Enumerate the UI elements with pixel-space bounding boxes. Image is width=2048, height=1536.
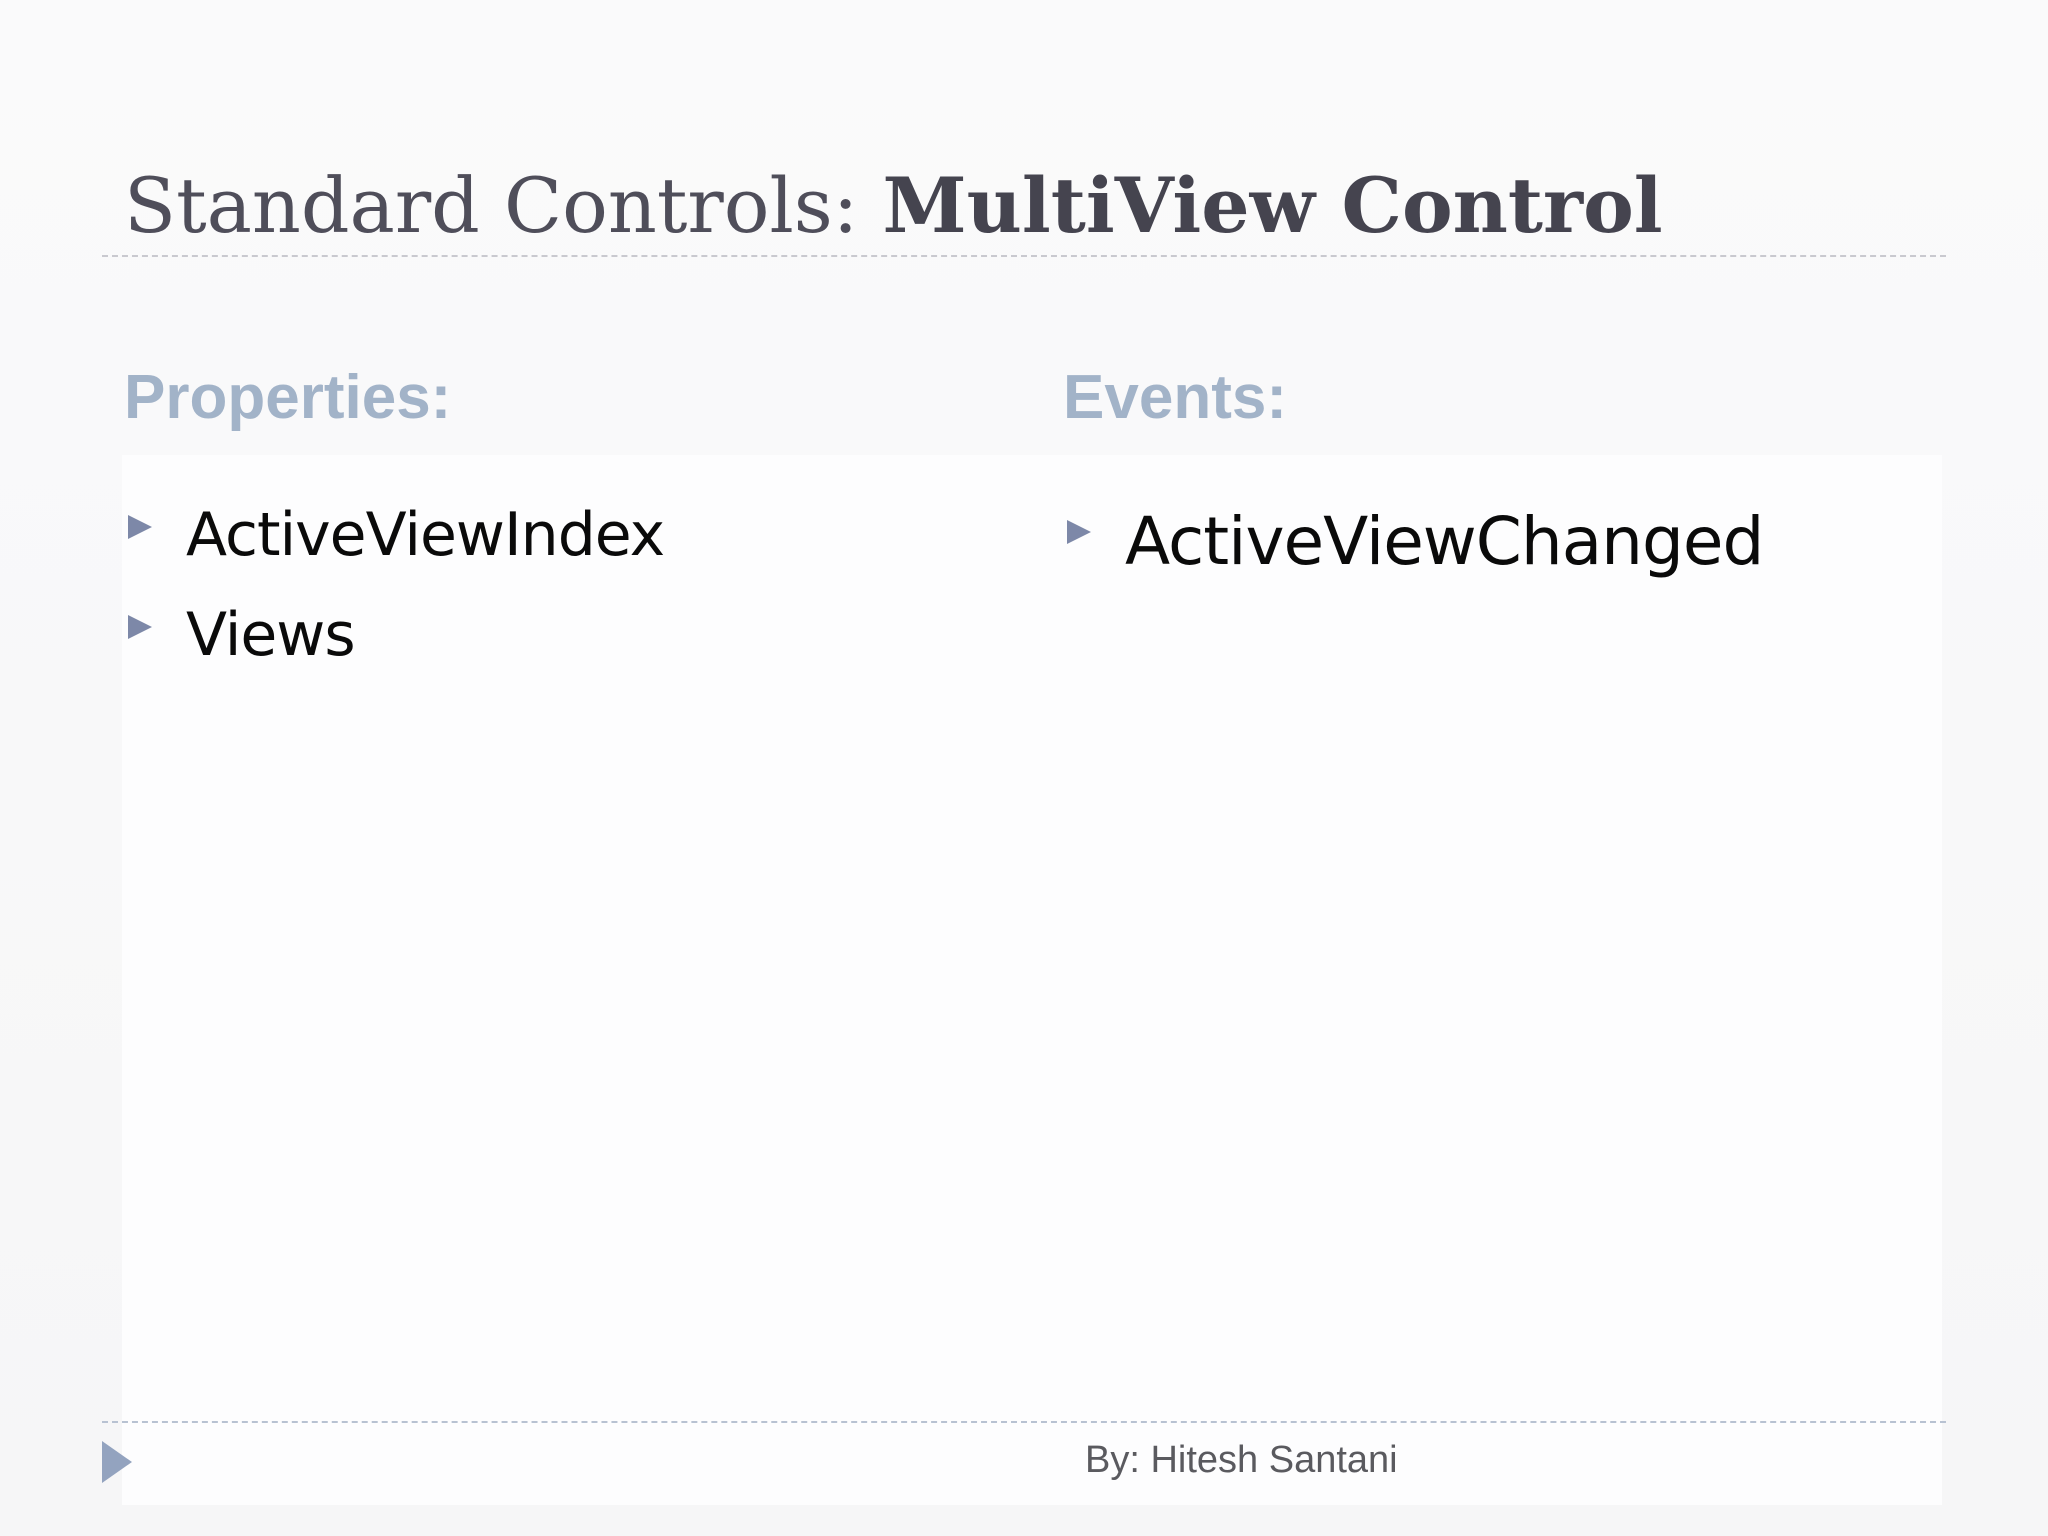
list-item-label: ActiveViewIndex (186, 500, 665, 570)
events-heading: Events: (1063, 363, 1287, 432)
footer-author: By: Hitesh Santani (1085, 1439, 1398, 1481)
footer-divider (102, 1421, 1946, 1423)
title-divider (102, 255, 1946, 257)
triangle-right-icon (128, 615, 152, 639)
content-panel (122, 455, 1942, 1505)
title-prefix: Standard Controls: (124, 161, 883, 250)
triangle-right-icon (1067, 520, 1091, 544)
triangle-right-icon (102, 1441, 132, 1483)
list-item-label: Views (186, 600, 355, 670)
slide-title (124, 158, 1663, 254)
title-bold: MultiView Control (882, 161, 1663, 250)
list-item-label: ActiveViewChanged (1125, 503, 1764, 580)
properties-heading: Properties: (124, 363, 452, 432)
triangle-right-icon (128, 515, 152, 539)
